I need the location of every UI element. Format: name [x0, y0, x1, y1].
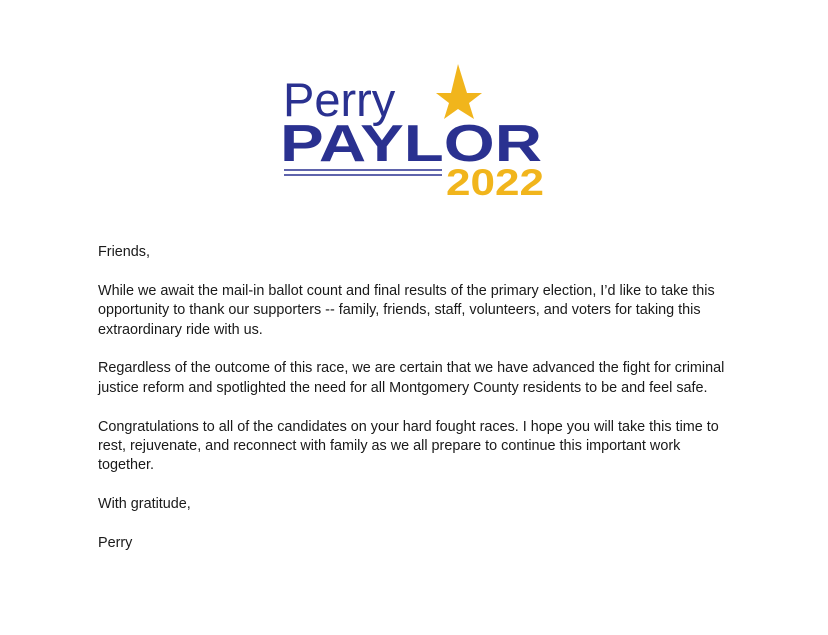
logo-year: 2022: [446, 162, 544, 202]
letter-paragraph: Congratulations to all of the candidates on your hard fought races. I hope you will take this time to rest, rejuvenate, and reconnect with family as we all prepare to continue this important work together.: [98, 418, 719, 474]
campaign-logo: [280, 64, 550, 202]
letter-paragraph: Regardless of the outcome of this race, we are certain that we have advanced the fight for criminal justice reform and spotlighted the need for all Montgomery County residents to be and feel safe.: [98, 360, 725, 396]
logo-first-name: Perry: [283, 73, 396, 126]
star-icon: [436, 64, 482, 119]
letter-body: [98, 243, 738, 573]
letter-signature: Perry: [98, 535, 133, 552]
campaign-logo-graphic: [280, 64, 550, 202]
letter-paragraph: While we await the mail-in ballot count and final results of the primary election, I’d like to take this opportunity to thank our supporters -- family, friends, staff, volunteers, and voters for taking this extraordinary ride with us.: [98, 282, 715, 338]
letter-salutation: Friends,: [98, 244, 150, 260]
logo-last-name: PAYLOR: [280, 115, 542, 173]
letter-closing: With gratitude,: [98, 496, 191, 513]
